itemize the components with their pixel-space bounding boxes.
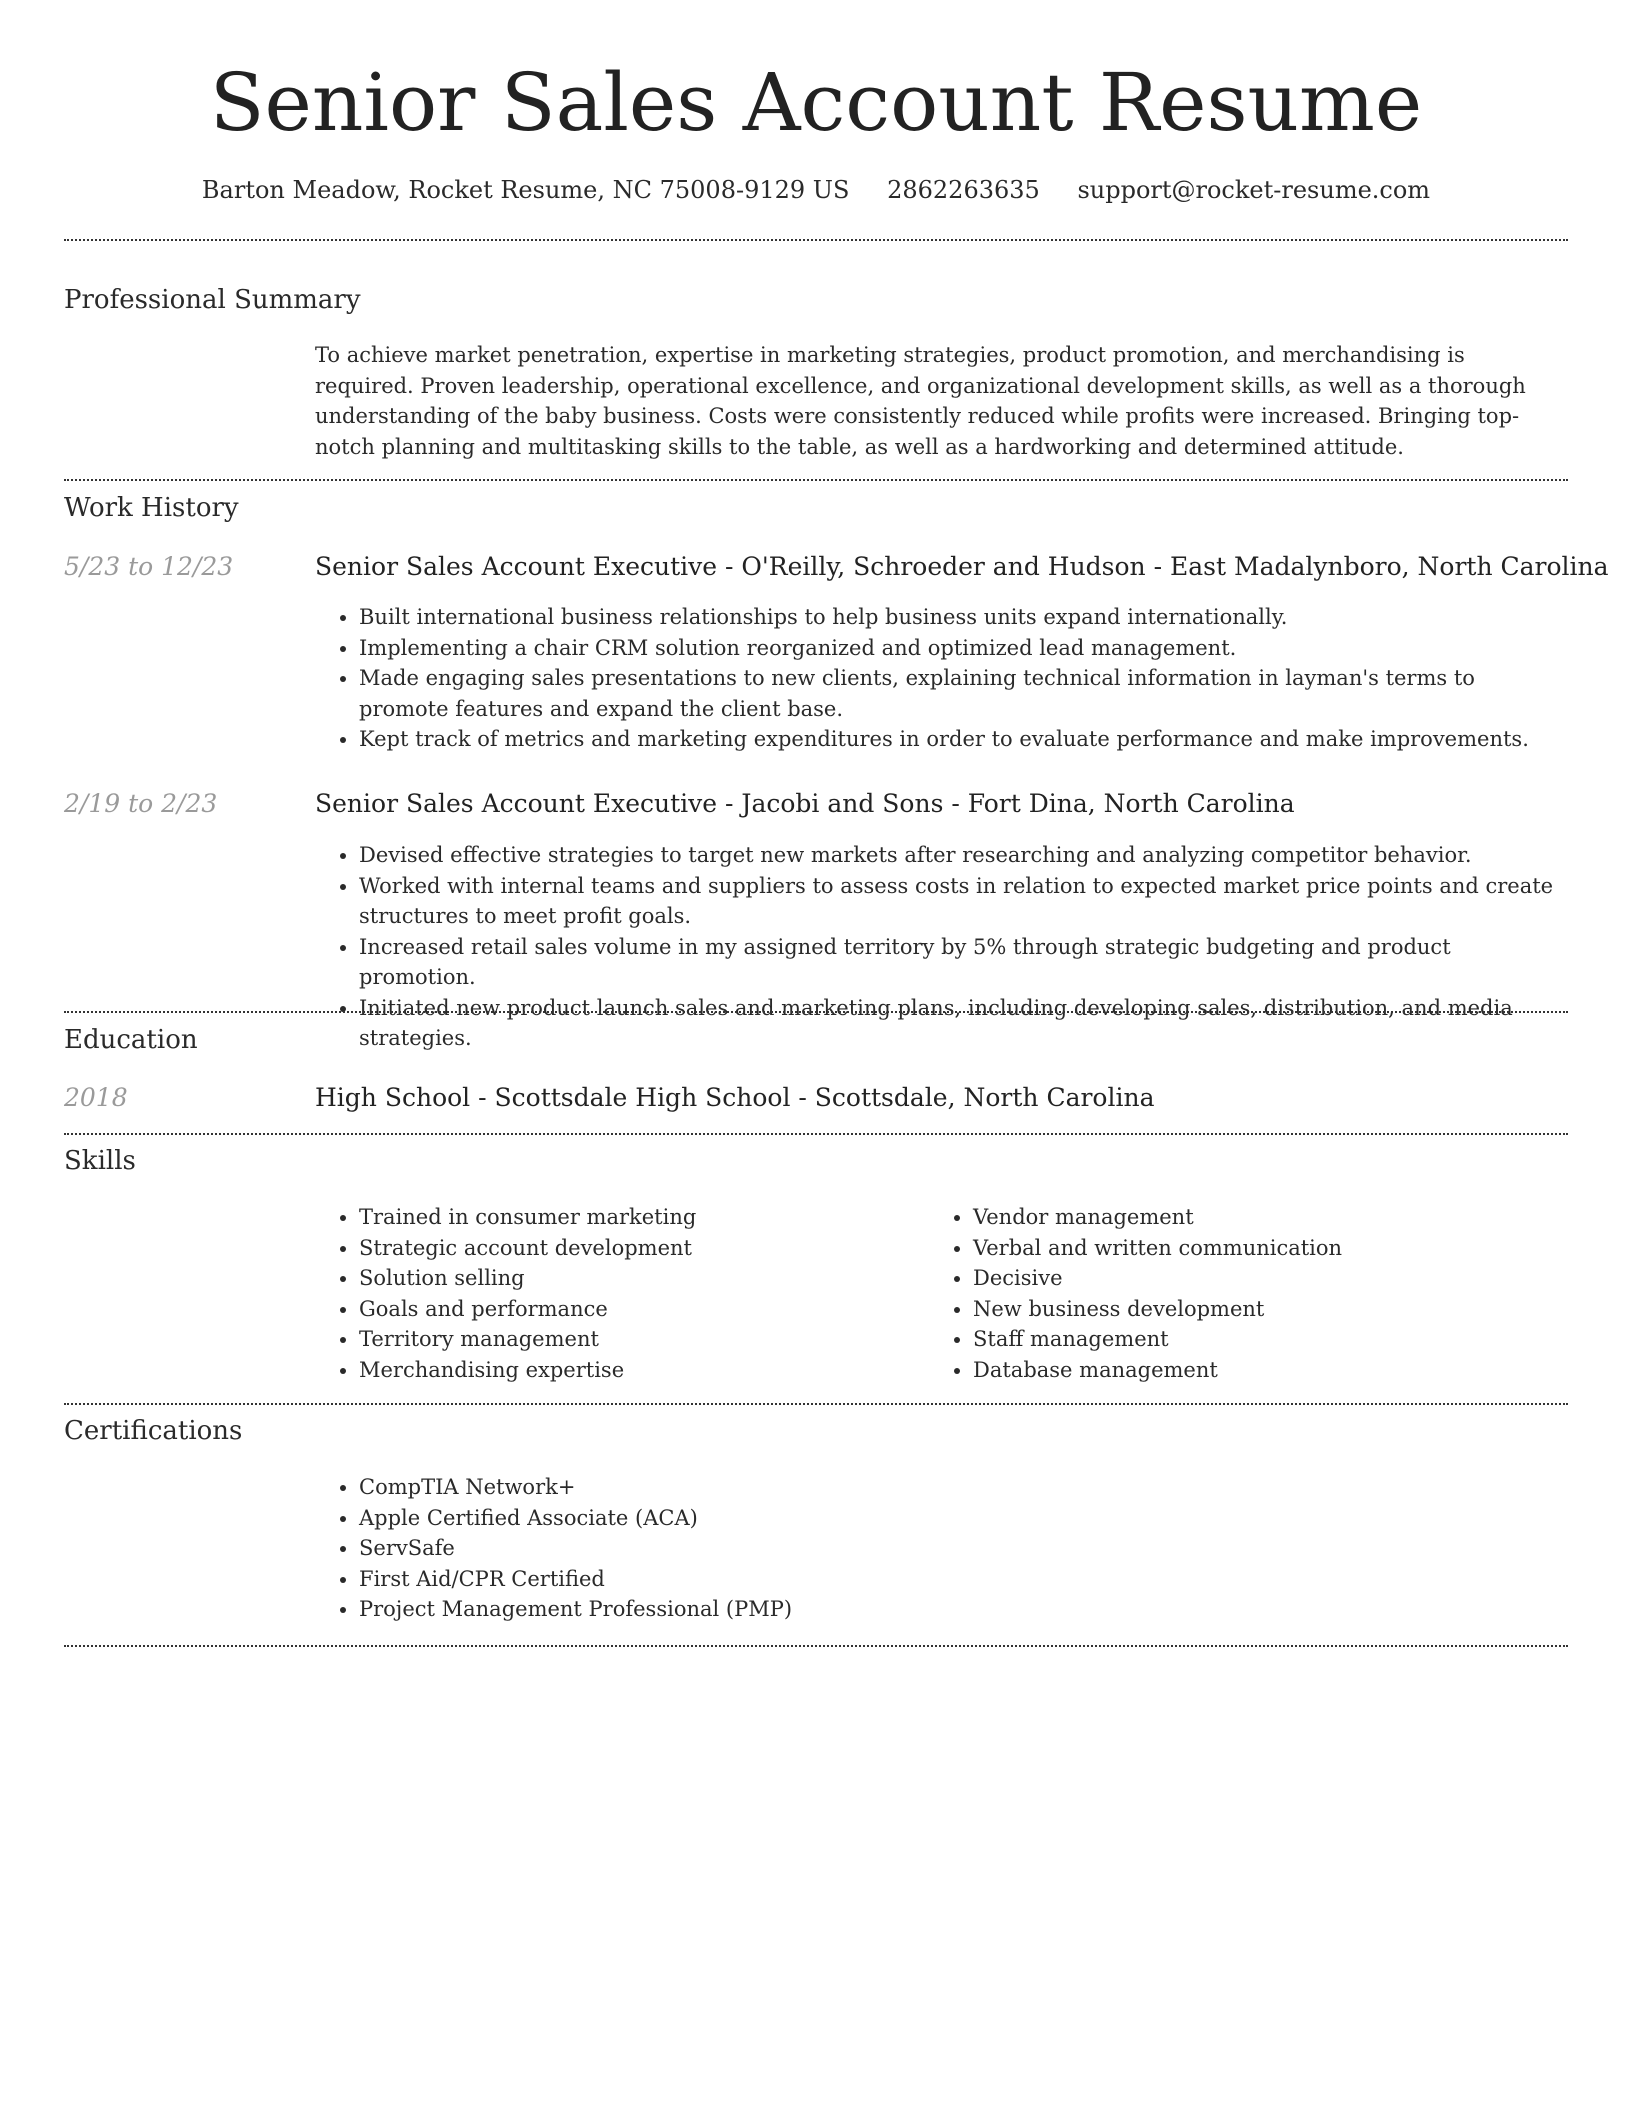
- list-item: • Kept track of metrics and marketing expenditures in order to evaluate performance and make improvements.: [359, 724, 1568, 755]
- list-item: • Strategic account development: [359, 1233, 929, 1264]
- education-date: 2018: [64, 1083, 128, 1112]
- list-item: • Initiated new product launch sales and marketing plans, including developing sales, distribution, and media strategies.: [359, 993, 1568, 1054]
- list-item: • Built international business relationships to help business units expand internationally.: [359, 602, 1568, 633]
- list-item: • New business development: [973, 1294, 1568, 1325]
- list-item: • Trained in consumer marketing: [359, 1202, 929, 1233]
- list-item: • Solution selling: [359, 1263, 929, 1294]
- education-entry: High School - Scottsdale High School - Scottsdale, North Carolina: [315, 1083, 1155, 1112]
- list-item: • Decisive: [973, 1263, 1568, 1294]
- list-item: • ServSafe: [359, 1533, 1568, 1564]
- list-item: • Increased retail sales volume in my assigned territory by 5% through strategic budgeting and product promotion.: [359, 932, 1568, 993]
- divider: [64, 1645, 1568, 1647]
- list-item: • Vendor management: [973, 1202, 1568, 1233]
- divider: [64, 1133, 1568, 1135]
- list-item: • First Aid/CPR Certified: [359, 1564, 1568, 1595]
- list-item: • CompTIA Network+: [359, 1472, 1568, 1503]
- divider: [64, 1011, 1568, 1013]
- contact-email: support@rocket-resume.com: [1077, 176, 1431, 204]
- list-item: • Apple Certified Associate (ACA): [359, 1503, 1568, 1534]
- job-bullets: [315, 602, 1568, 755]
- divider: [64, 239, 1568, 241]
- list-item: • Staff management: [973, 1324, 1568, 1355]
- list-item: • Goals and performance: [359, 1294, 929, 1325]
- certifications-list: [315, 1472, 1568, 1625]
- contact-line: [0, 170, 1632, 210]
- job-bullets: [315, 840, 1568, 1054]
- list-item: • Territory management: [359, 1324, 929, 1355]
- list-item: • Made engaging sales presentations to new clients, explaining technical information in layman's terms to promote features and expand the client base.: [359, 663, 1568, 724]
- job-dates: 5/23 to 12/23: [64, 552, 234, 581]
- contact-phone: 2862263635: [887, 176, 1040, 204]
- job-dates: 2/19 to 2/23: [64, 789, 218, 818]
- list-item: • Merchandising expertise: [359, 1355, 929, 1386]
- resume-title: Senior Sales Account Resume: [209, 56, 1423, 149]
- job-title: Senior Sales Account Executive - Jacobi and Sons - Fort Dina, North Carolina: [315, 789, 1295, 818]
- divider: [64, 1403, 1568, 1405]
- divider: [64, 479, 1568, 481]
- list-item: • Worked with internal teams and suppliers to assess costs in relation to expected market price points and create structures to meet profit goals.: [359, 871, 1568, 932]
- section-heading-work: Work History: [64, 493, 239, 523]
- list-item: • Database management: [973, 1355, 1568, 1386]
- section-heading-education: Education: [64, 1025, 198, 1055]
- skills-list-right: [929, 1202, 1568, 1385]
- section-heading-summary: Professional Summary: [64, 285, 361, 315]
- section-heading-certifications: Certifications: [64, 1416, 243, 1446]
- list-item: • Verbal and written communication: [973, 1233, 1568, 1264]
- list-item: • Devised effective strategies to target new markets after researching and analyzing competitor behavior.: [359, 840, 1568, 871]
- list-item: • Project Management Professional (PMP): [359, 1594, 1568, 1625]
- summary-text: To achieve market penetration, expertise in marketing strategies, product promotion, and merchandising is required. Proven leadership, operational excellence, and organizational development skills, as well as a thorough understanding of the baby business. Costs were consistently reduced while profits were increased. Bringing top-notch planning and multitasking skills to the table, as well as a hardworking and determined attitude.: [315, 343, 1526, 459]
- skills-list-left: [315, 1202, 929, 1385]
- list-item: • Implementing a chair CRM solution reorganized and optimized lead management.: [359, 633, 1568, 664]
- contact-address: Barton Meadow, Rocket Resume, NC 75008-9129 US: [201, 176, 850, 204]
- section-heading-skills: Skills: [64, 1146, 136, 1176]
- job-title: Senior Sales Account Executive - O'Reilly, Schroeder and Hudson - East Madalynboro, North Carolina: [315, 552, 1609, 581]
